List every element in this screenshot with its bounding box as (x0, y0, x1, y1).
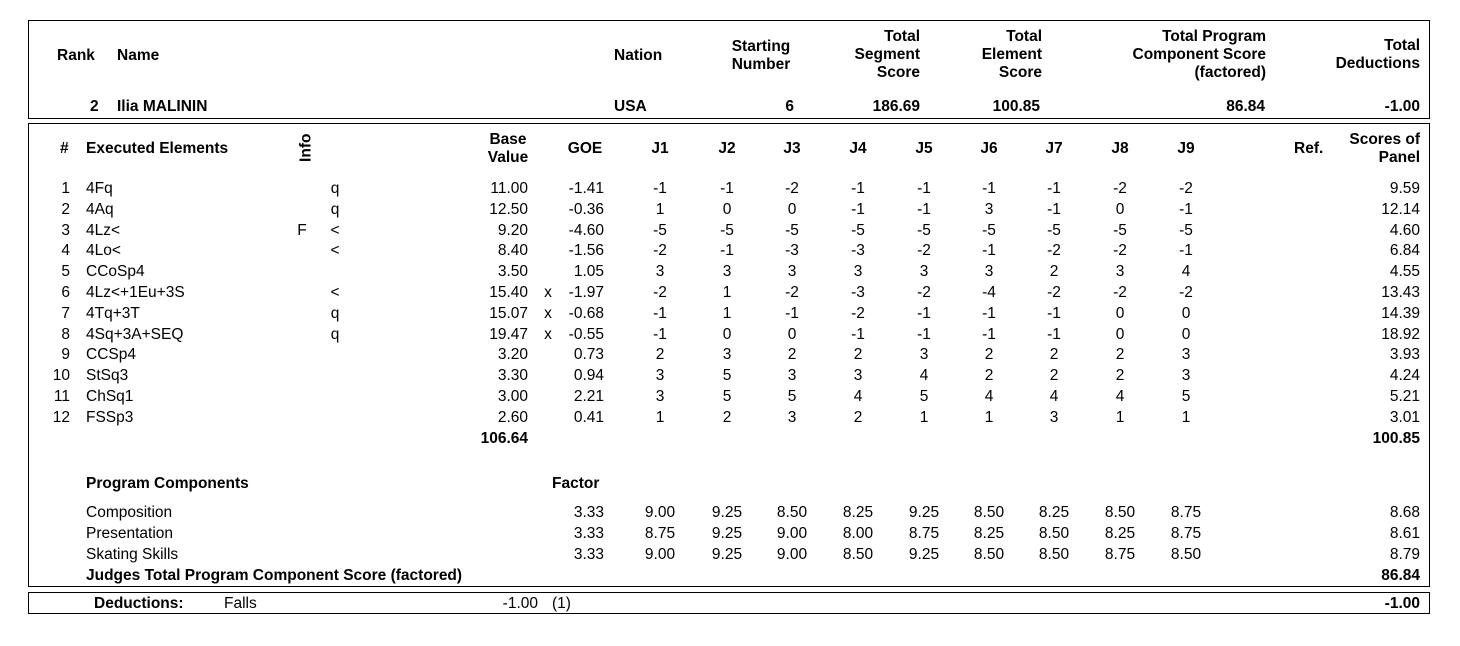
judge-score-j8: 0 (1115, 200, 1125, 218)
component-judge-j8: 8.25 (1104, 525, 1136, 542)
element-bonus-mark: x (544, 325, 552, 343)
element-goe: 0.41 (573, 408, 604, 426)
judge-header-3: J3 (783, 140, 801, 157)
element-info-mark: < (330, 284, 340, 301)
judge-score-j9: 3 (1181, 346, 1191, 364)
judge-score-j4: 2 (853, 408, 863, 426)
judge-header-7: J7 (1045, 140, 1063, 157)
judge-score-j8: 0 (1115, 304, 1125, 322)
judge-score-j5: -2 (917, 242, 931, 260)
element-panel-score: 3.93 (1389, 346, 1420, 364)
judge-header-8: J8 (1111, 140, 1129, 157)
total-segment-score-header: Total Segment Score (854, 28, 920, 81)
element-code: 4Fq (86, 180, 113, 197)
judge-score-j2: 1 (722, 284, 732, 301)
element-info-flag: F (297, 221, 307, 239)
judge-header-4: J4 (849, 140, 867, 157)
element-info-mark: q (330, 304, 340, 322)
component-judge-j2: 9.25 (711, 504, 743, 521)
component-judge-j6: 8.25 (973, 525, 1005, 542)
judge-score-j7: 2 (1049, 367, 1059, 385)
element-goe: -0.55 (568, 325, 604, 343)
deduction-value: -1.00 (502, 595, 538, 612)
element-code: FSSp3 (86, 408, 134, 426)
judge-score-j9: 1 (1181, 408, 1191, 426)
component-judge-j8: 8.50 (1104, 504, 1136, 521)
judge-score-j4: -2 (851, 304, 865, 322)
component-score: 8.79 (1389, 546, 1420, 563)
judge-score-j7: 4 (1049, 388, 1059, 405)
judge-score-j5: -1 (917, 180, 931, 197)
judge-score-j2: 2 (722, 408, 732, 426)
component-score: 8.61 (1389, 525, 1420, 542)
judge-score-j9: -2 (1179, 284, 1193, 301)
judge-header-2: J2 (718, 140, 736, 157)
judge-score-j8: 2 (1115, 367, 1125, 385)
component-judge-j7: 8.25 (1038, 504, 1070, 521)
base-value-total: 106.64 (480, 430, 528, 447)
judge-score-j1: -1 (653, 304, 667, 322)
judge-score-j5: 3 (919, 346, 929, 364)
judge-score-j3: -3 (785, 242, 799, 260)
element-code: 4Lz< (86, 221, 121, 239)
component-judge-j7: 8.50 (1038, 525, 1070, 542)
element-goe: -1.56 (568, 242, 604, 260)
judge-score-j3: 2 (787, 346, 797, 364)
judge-score-j4: 2 (853, 346, 863, 364)
element-number: 4 (61, 242, 70, 260)
judge-score-j1: 3 (655, 263, 665, 281)
judge-score-j8: -2 (1113, 180, 1127, 197)
component-judge-j5: 8.75 (908, 525, 940, 542)
component-judge-j3: 9.00 (776, 546, 808, 563)
element-code: 4Sq+3A+SEQ (86, 325, 184, 343)
judge-score-j7: 2 (1049, 346, 1059, 364)
element-code: 4Lz<+1Eu+3S (86, 284, 185, 301)
deductions-label: Deductions: (94, 595, 184, 612)
judge-score-j8: 0 (1115, 325, 1125, 343)
judge-score-j6: -1 (982, 304, 996, 322)
skater-rank: 2 (90, 98, 99, 115)
element-panel-score: 4.60 (1389, 221, 1420, 239)
judge-score-j4: -3 (851, 242, 865, 260)
judge-header-1: J1 (651, 140, 669, 157)
judge-score-j6: -1 (982, 325, 996, 343)
skater-nation: USA (614, 98, 647, 115)
judge-score-j1: -1 (653, 325, 667, 343)
ref-header: Ref. (1294, 140, 1324, 157)
component-judge-j3: 8.50 (776, 504, 808, 521)
element-base-value: 3.30 (497, 367, 528, 385)
total-pcs-header: Total Program Component Score (factored) (1132, 28, 1266, 81)
component-judge-j8: 8.75 (1104, 546, 1136, 563)
judge-score-j6: 3 (984, 200, 994, 218)
judge-score-j8: 1 (1115, 408, 1125, 426)
component-name: Presentation (86, 525, 174, 542)
judge-score-j5: -2 (917, 284, 931, 301)
element-number: 12 (52, 408, 70, 426)
element-goe: -0.36 (568, 200, 604, 218)
element-base-value: 3.50 (497, 263, 528, 281)
element-panel-score: 4.55 (1389, 263, 1420, 281)
element-base-value: 8.40 (497, 242, 528, 260)
judge-score-j4: -1 (851, 200, 865, 218)
element-panel-score: 13.43 (1381, 284, 1420, 301)
component-judge-j4: 8.00 (842, 525, 874, 542)
judge-score-j9: -1 (1179, 242, 1193, 260)
component-name: Skating Skills (86, 546, 179, 563)
component-judge-j7: 8.50 (1038, 546, 1070, 563)
element-bonus-mark: x (544, 304, 552, 322)
element-panel-score: 5.21 (1389, 388, 1420, 405)
element-code: StSq3 (86, 367, 129, 385)
element-code: 4Aq (86, 200, 114, 218)
deductions-total: -1.00 (1384, 595, 1420, 612)
judge-score-j7: -1 (1047, 200, 1061, 218)
element-goe: 0.94 (573, 367, 604, 385)
judge-score-j1: -1 (653, 180, 667, 197)
judge-score-j6: 4 (984, 388, 994, 405)
element-goe: 1.05 (573, 263, 604, 281)
component-judge-j6: 8.50 (973, 504, 1005, 521)
judge-score-j7: -2 (1047, 242, 1061, 260)
judge-header-5: J5 (915, 140, 933, 157)
element-code: 4Tq+3T (86, 304, 140, 322)
judge-score-j6: -1 (982, 180, 996, 197)
element-number: 9 (61, 346, 70, 364)
component-name: Composition (86, 504, 173, 521)
judge-score-j4: -1 (851, 180, 865, 197)
component-judge-j9: 8.75 (1170, 504, 1202, 521)
element-base-value: 15.07 (489, 304, 528, 322)
element-base-value: 11.00 (490, 180, 528, 197)
judge-score-j2: 0 (722, 325, 732, 343)
judge-score-j5: 4 (919, 367, 929, 385)
component-judge-j5: 9.25 (908, 504, 940, 521)
element-score-total: 100.85 (1372, 430, 1420, 447)
element-code: CCSp4 (86, 346, 136, 364)
judge-score-j5: 3 (919, 263, 929, 281)
starting-number-header: Starting Number (731, 38, 791, 73)
element-panel-score: 12.14 (1381, 200, 1420, 218)
skater-total-segment-score: 186.69 (872, 98, 920, 115)
judge-score-j3: -5 (785, 221, 799, 239)
judge-score-j2: -1 (720, 242, 734, 260)
judge-score-j9: 4 (1181, 263, 1191, 281)
skater-total-element-score: 100.85 (992, 98, 1040, 115)
element-number: 10 (52, 367, 70, 385)
judge-score-j9: 0 (1181, 325, 1191, 343)
element-number: 6 (61, 284, 70, 301)
judge-score-j3: -2 (785, 180, 799, 197)
judge-score-j2: 3 (722, 346, 732, 364)
element-code: CCoSp4 (86, 263, 145, 281)
element-number: 1 (61, 180, 70, 197)
element-base-value: 15.40 (489, 284, 528, 301)
judge-score-j7: -2 (1047, 284, 1061, 301)
element-panel-score: 4.24 (1389, 367, 1420, 385)
element-number: 2 (61, 200, 70, 218)
judge-score-j8: -2 (1113, 284, 1127, 301)
judge-score-j1: -2 (653, 242, 667, 260)
component-judge-j2: 9.25 (711, 546, 743, 563)
element-info-mark: < (330, 221, 340, 239)
total-deductions-header: Total Deductions (1335, 37, 1420, 72)
component-judge-j9: 8.75 (1170, 525, 1202, 542)
judge-score-j7: -5 (1047, 221, 1061, 239)
element-code: ChSq1 (86, 388, 134, 405)
component-judge-j4: 8.25 (842, 504, 874, 521)
judge-score-j8: -5 (1113, 221, 1127, 239)
info-header: Info (297, 133, 315, 162)
component-score: 8.68 (1389, 504, 1420, 521)
judge-score-j6: -1 (982, 242, 996, 260)
element-goe: -4.60 (568, 221, 604, 239)
judge-score-j7: -1 (1047, 304, 1061, 322)
skater-total-deductions: -1.00 (1384, 98, 1420, 115)
judge-score-j8: -2 (1113, 242, 1127, 260)
element-panel-score: 6.84 (1389, 242, 1420, 260)
judge-score-j9: 5 (1181, 388, 1191, 405)
element-goe: 0.73 (573, 346, 604, 364)
judge-score-j6: -5 (982, 221, 996, 239)
total-element-score-header: Total Element Score (981, 28, 1042, 81)
judge-score-j3: -2 (785, 284, 799, 301)
judge-score-j2: -5 (720, 221, 734, 239)
judge-score-j4: 3 (853, 263, 863, 281)
judge-score-j4: -1 (851, 325, 865, 343)
element-panel-score: 3.01 (1389, 408, 1420, 426)
skater-starting-number: 6 (785, 98, 794, 115)
judge-score-j1: 2 (655, 346, 665, 364)
element-number: 7 (61, 304, 70, 322)
judge-score-j1: -2 (653, 284, 667, 301)
element-base-value: 3.20 (497, 346, 528, 364)
judge-score-j9: -2 (1179, 180, 1193, 197)
element-base-value: 3.00 (497, 388, 528, 405)
judge-score-j3: 0 (787, 200, 797, 218)
component-judge-j1: 8.75 (644, 525, 676, 542)
judge-score-j6: -4 (982, 284, 996, 301)
component-judge-j6: 8.50 (973, 546, 1005, 563)
factor-header: Factor (552, 475, 600, 492)
component-judge-j3: 9.00 (776, 525, 808, 542)
element-number: 5 (61, 263, 70, 281)
judge-score-j4: -3 (851, 284, 865, 301)
judge-score-j1: 1 (655, 200, 665, 218)
judge-score-j9: 0 (1181, 304, 1191, 322)
element-code: 4Lo< (86, 242, 121, 260)
judge-score-j3: 3 (787, 263, 797, 281)
name-header: Name (117, 47, 160, 64)
element-goe: -1.97 (568, 284, 604, 301)
judge-score-j2: 5 (722, 388, 732, 405)
judge-score-j4: 4 (853, 388, 863, 405)
component-factor: 3.33 (573, 525, 604, 542)
element-number: 11 (53, 388, 70, 405)
judge-score-j1: 3 (655, 388, 665, 405)
judge-score-j1: 3 (655, 367, 665, 385)
element-base-value: 12.50 (489, 200, 528, 218)
element-base-value: 9.20 (497, 221, 528, 239)
element-goe: -0.68 (568, 304, 604, 322)
skater-total-pcs: 86.84 (1226, 98, 1265, 115)
judge-score-j3: -1 (785, 304, 799, 322)
judge-score-j3: 0 (787, 325, 797, 343)
pcs-total-label: Judges Total Program Component Score (factored) (86, 567, 463, 584)
program-components-title: Program Components (86, 475, 249, 492)
element-base-value: 19.47 (489, 325, 528, 343)
judge-score-j2: 5 (722, 367, 732, 385)
element-number: 8 (61, 325, 70, 343)
judge-score-j5: -1 (917, 200, 931, 218)
scores-of-panel-header: Scores of Panel (1349, 131, 1420, 166)
judge-score-j8: 2 (1115, 346, 1125, 364)
judge-score-j2: -1 (720, 180, 734, 197)
judge-score-j8: 3 (1115, 263, 1125, 281)
judge-score-j7: 2 (1049, 263, 1059, 281)
element-panel-score: 9.59 (1389, 180, 1420, 197)
component-judge-j2: 9.25 (711, 525, 743, 542)
judge-score-j5: -5 (917, 221, 931, 239)
element-goe: 2.21 (573, 388, 604, 405)
judge-score-j5: -1 (917, 325, 931, 343)
judge-score-j5: 5 (919, 388, 929, 405)
component-factor: 3.33 (573, 504, 604, 521)
element-panel-score: 14.39 (1381, 304, 1420, 322)
rank-header: Rank (57, 47, 95, 64)
component-judge-j1: 9.00 (644, 504, 676, 521)
judge-score-j5: 1 (919, 408, 929, 426)
component-judge-j5: 9.25 (908, 546, 940, 563)
judge-score-j9: 3 (1181, 367, 1191, 385)
nation-header: Nation (614, 47, 663, 64)
pcs-total-value: 86.84 (1381, 567, 1420, 584)
judge-score-j6: 2 (984, 346, 994, 364)
base-value-header: Base Value (487, 131, 529, 166)
judge-score-j9: -1 (1179, 200, 1193, 218)
judge-score-j5: -1 (917, 304, 931, 322)
judge-score-j7: -1 (1047, 325, 1061, 343)
element-bonus-mark: x (544, 284, 552, 301)
judge-header-9: J9 (1177, 140, 1195, 157)
element-info-mark: q (330, 325, 340, 343)
judge-score-j3: 3 (787, 367, 797, 385)
num-header: # (60, 140, 69, 157)
judge-score-j2: 0 (722, 200, 732, 218)
judge-score-j6: 2 (984, 367, 994, 385)
element-goe: -1.41 (568, 180, 604, 197)
judge-score-j6: 3 (984, 263, 994, 281)
element-info-mark: q (330, 200, 340, 218)
deduction-type: Falls (224, 595, 257, 612)
skater-name: Ilia MALININ (117, 98, 208, 115)
executed-elements-header: Executed Elements (86, 140, 229, 157)
component-judge-j4: 8.50 (842, 546, 874, 563)
judge-score-j7: -1 (1047, 180, 1061, 197)
judge-score-j9: -5 (1179, 221, 1193, 239)
goe-header: GOE (567, 140, 603, 157)
judge-score-j1: -5 (653, 221, 667, 239)
judge-score-j4: 3 (853, 367, 863, 385)
judge-score-j3: 5 (787, 388, 797, 405)
judge-score-j4: -5 (851, 221, 865, 239)
judge-score-j2: 3 (722, 263, 732, 281)
judge-score-j7: 3 (1049, 408, 1059, 426)
component-factor: 3.33 (573, 546, 604, 563)
judge-score-j6: 1 (984, 408, 994, 426)
judge-score-j2: 1 (722, 304, 732, 322)
element-number: 3 (61, 221, 70, 239)
component-judge-j9: 8.50 (1170, 546, 1202, 563)
deduction-count: (1) (552, 595, 571, 612)
element-base-value: 2.60 (497, 408, 528, 426)
judge-score-j1: 1 (655, 408, 665, 426)
element-info-mark: q (330, 180, 340, 197)
component-judge-j1: 9.00 (644, 546, 676, 563)
judge-header-6: J6 (980, 140, 998, 157)
element-panel-score: 18.92 (1381, 325, 1420, 343)
element-info-mark: < (330, 242, 340, 260)
judge-score-j3: 3 (787, 408, 797, 426)
judge-score-j8: 4 (1115, 388, 1125, 405)
